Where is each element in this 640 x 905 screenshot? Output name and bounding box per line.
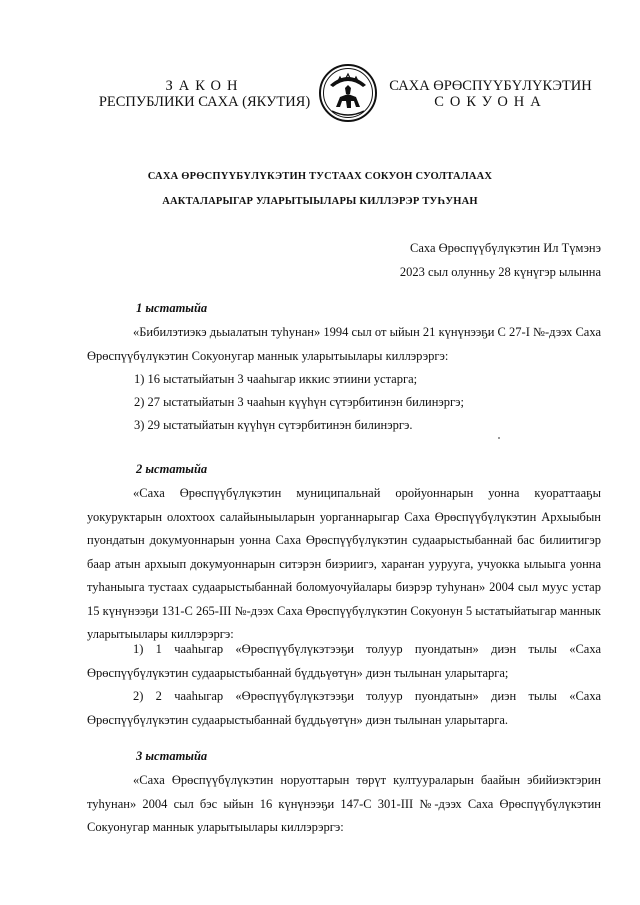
header-left-line2: РЕСПУБЛИКИ САХА (ЯКУТИЯ) xyxy=(98,94,311,110)
sakha-coat-of-arms-icon xyxy=(318,63,378,123)
header-right xyxy=(383,78,598,110)
article-1-item-3: 3) 29 ыстатыйатын күүһүн сүтэрбитинэн билинэргэ. xyxy=(134,418,413,432)
adoption-date: 2023 сыл олунньу 28 күнүгэр ылынна xyxy=(399,265,601,279)
article-1-heading: 1 ыстатыйа xyxy=(136,301,208,315)
article-3-heading: 3 ыстатыйа xyxy=(136,749,208,763)
article-3-intro: «Саха Өрөспүүбүлүкэтин норуоттарын төрүт култуураларын баайын эбийиэктэрин туһунан» 2004 сыл бэс ыйын 16 күнүнээҕи 147-С 301-III №-дээх Саха Өрөспүүбүлүкэтин Сокуонугар маннык уларытыылары киллэрэргэ: xyxy=(87,773,601,834)
header-left-line1: ЗАКОН xyxy=(165,78,244,94)
law-title-line2: ААКТАЛАРЫГАР УЛАРЫТЫЫЛАРЫ КИЛЛЭРЭР ТУҺУНАН xyxy=(162,196,478,207)
article-1-intro: «Бибилэтиэкэ дьыалатын туһунан» 1994 сыл от ыйын 21 күнүнээҕи С 27-I №-дээх Саха Өрөспүүбүлүкэтин Сокуонугар маннык уларытыылары киллэрэргэ: xyxy=(87,325,601,363)
issuer-block xyxy=(400,236,601,284)
article-1-item-1: 1) 16 ыстатыйатын 3 чааһыгар иккис этиини устарга; xyxy=(134,372,418,386)
article-2-item-2: 2) 2 чааһыгар «Өрөспүүбүлүкэтээҕи толуур пуондатын» диэн тылы «Саха Өрөспүүбүлүкэтин судаарыстыбаннай бүддьүөтүн» диэн тылынан уларытарга. xyxy=(87,689,601,727)
issuer-name: Саха Өрөспүүбүлүкэтин Ил Түмэнэ xyxy=(409,241,601,255)
scan-speck xyxy=(498,437,500,439)
header-right-line1: САХА ӨРӨСПҮҮБҮЛҮКЭТИН xyxy=(389,78,592,94)
article-2-item-1: 1) 1 чааһыгар «Өрөспүүбүлүкэтээҕи толуур пуондатын» диэн тылы «Саха Өрөспүүбүлүкэтин судаарыстыбаннай бүддьүөтүн» диэн тылынан уларытарга; xyxy=(87,642,601,680)
article-2-intro: «Саха Өрөспүүбүлүкэтин муниципальнай оройуоннарын уонна куораттааҕы уокуруктарын олохтоох салайыныыларын уорганнарыгар Саха Өрөспүүбүлүкэтин Архыыбын пуондатын докумуоннарын уонна Саха Өрөспүүбүлүкэтин судаарыстыбаннай бас билиитигэр баар атын архыып докумуоннарын ситэрэн биэриигэ, хараҥан уурууга, учуокка ылыыга уонна туһаныыга тустаах судаарыстыбаннай боломуочуйалары биэрэр туһунан» 2004 сыл муус устар 15 күнүнээҕи 131-С 265-III №-дээх Саха Өрөспүүбүлүкэтин Сокуонун 5 ыстатыйатыгар маннык уларытыылары киллэрэргэ: xyxy=(87,486,601,641)
article-2-heading: 2 ыстатыйа xyxy=(136,462,208,476)
law-title-line1: САХА ӨРӨСПҮҮБҮЛҮКЭТИН ТУСТААХ СОКУОН СУОЛТАЛААХ xyxy=(147,171,493,182)
header-left xyxy=(92,78,317,110)
header-right-line2: СОКУОНА xyxy=(434,94,547,110)
article-1-item-2: 2) 27 ыстатыйатын 3 чааһын күүһүн сүтэрбитинэн билинэргэ; xyxy=(134,395,465,409)
